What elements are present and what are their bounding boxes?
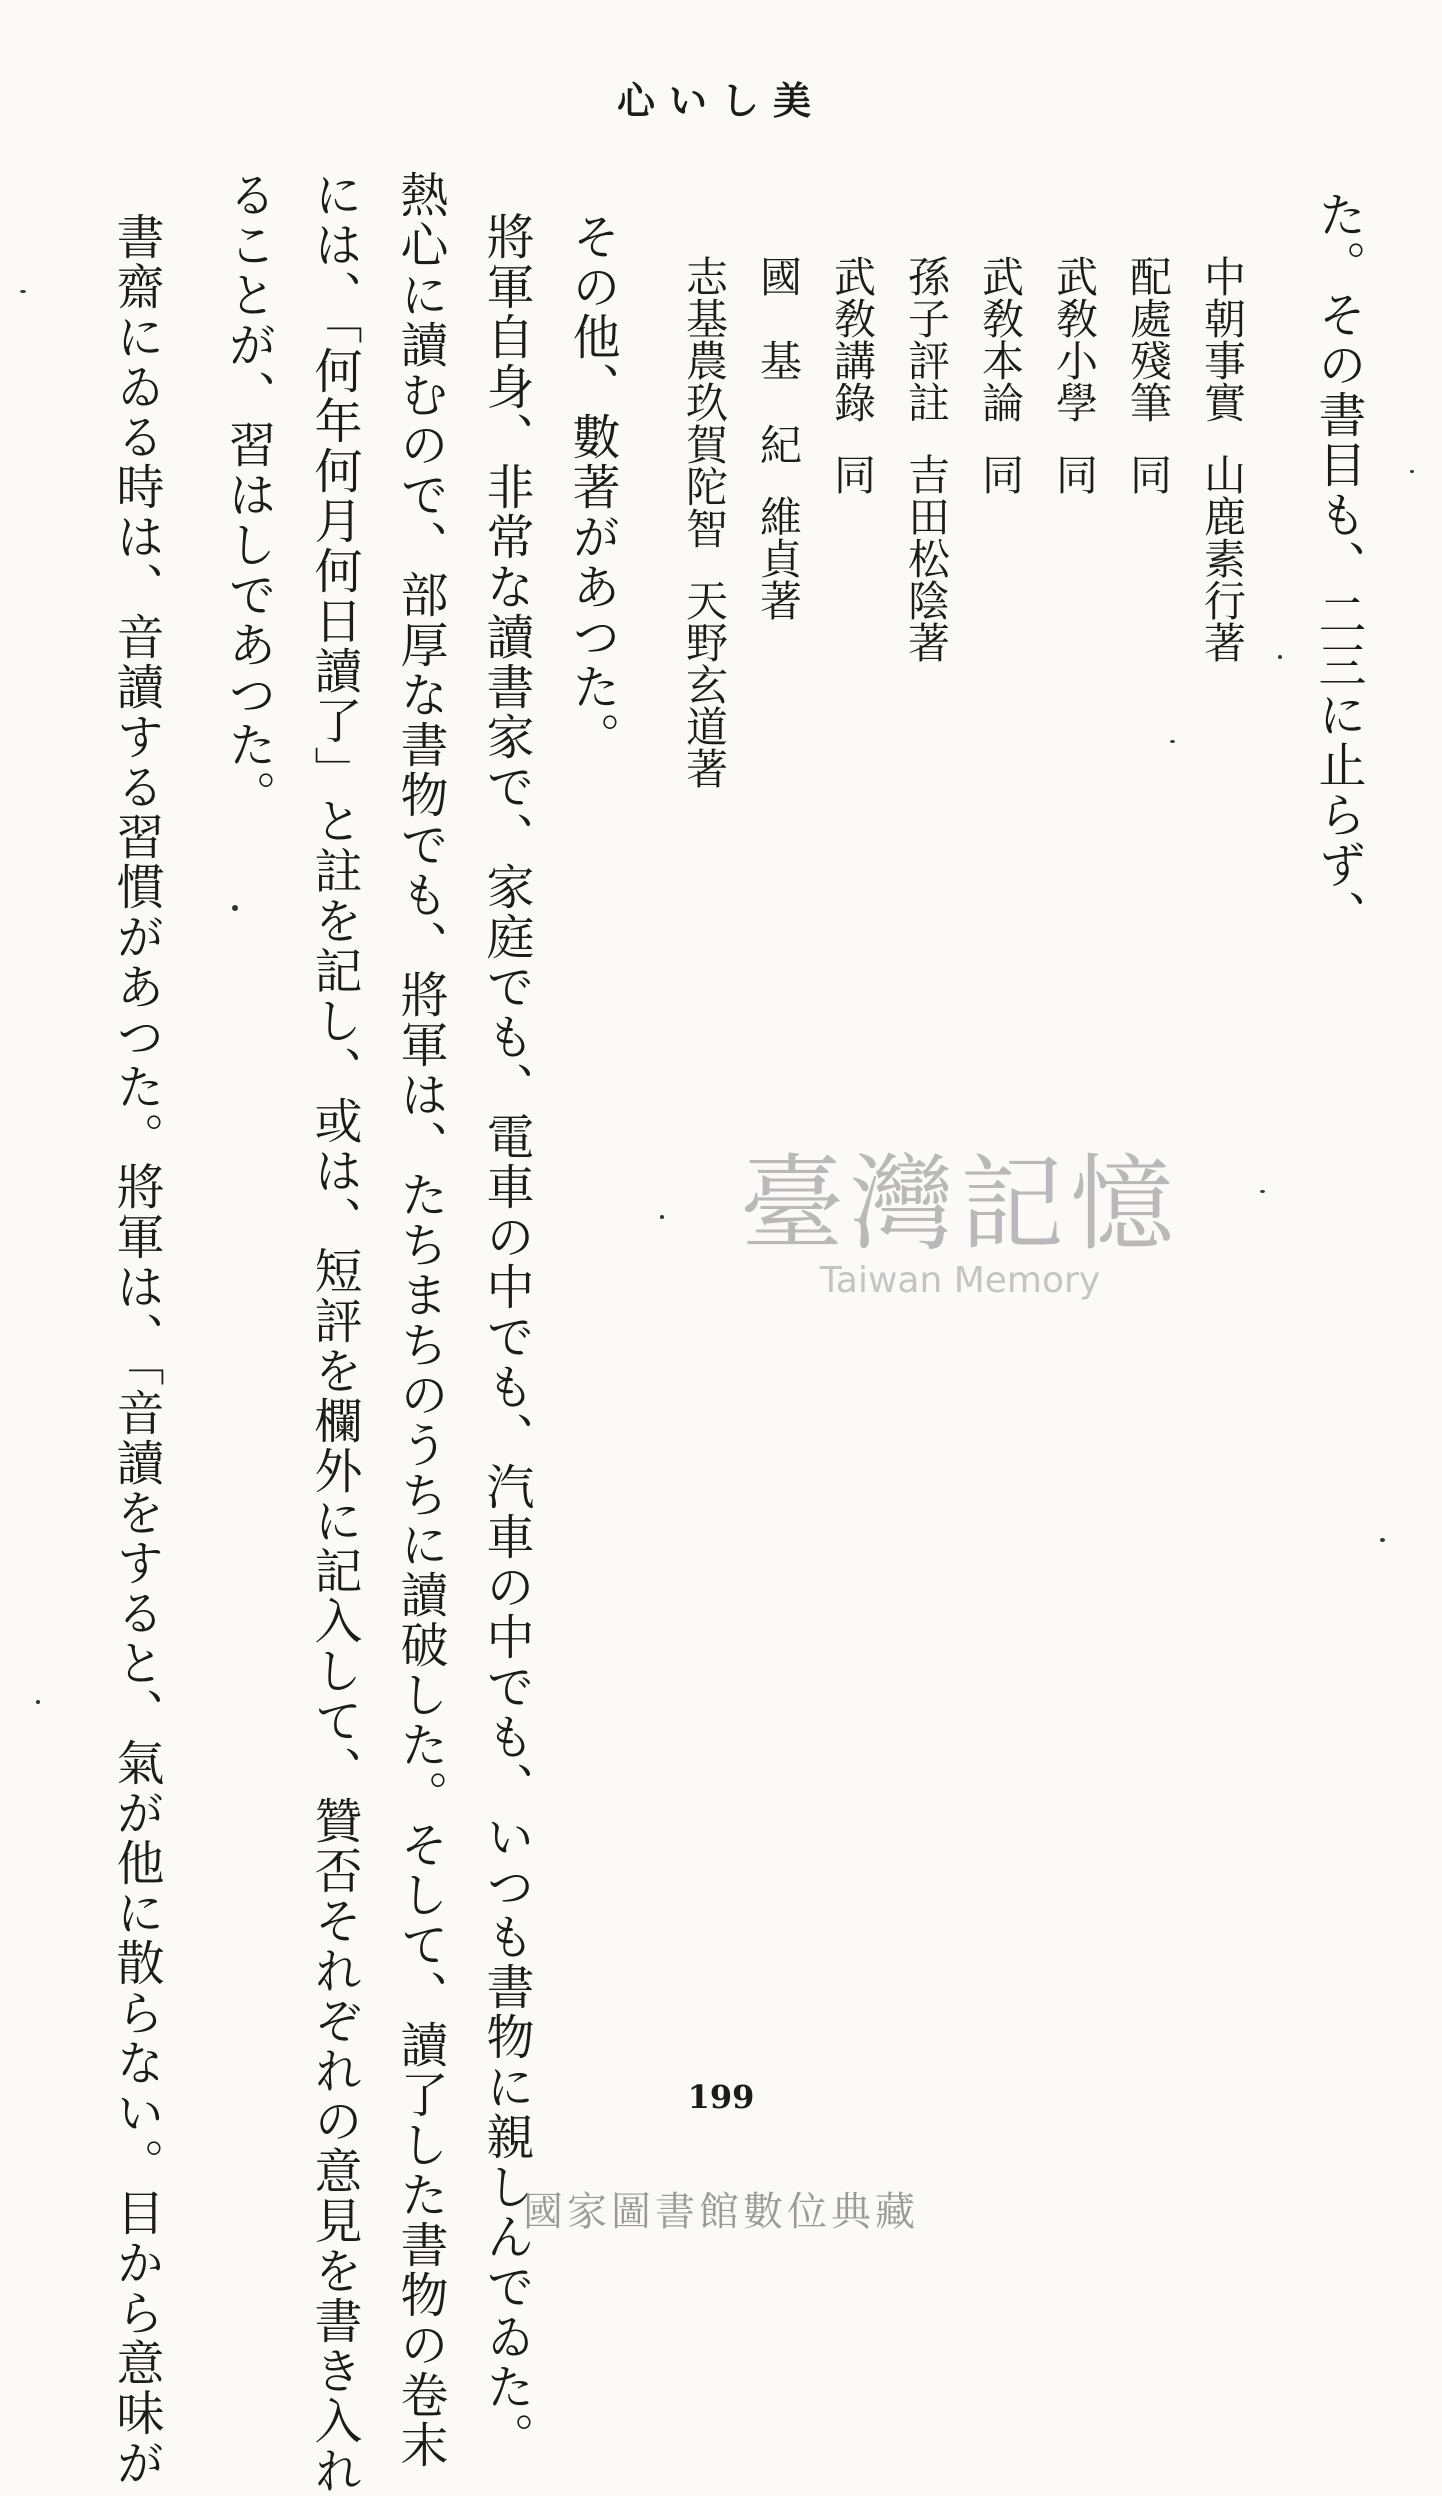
book-author: 同 xyxy=(976,453,1025,495)
book-author: 同 xyxy=(828,453,877,495)
library-mark: 國家圖書館數位典藏 xyxy=(523,2189,919,2235)
book-title: 配處殘筆 xyxy=(1124,255,1173,423)
book-title: 武敎本論 xyxy=(976,255,1025,423)
scan-speck xyxy=(20,290,26,293)
watermark-logo: 臺灣記憶 xyxy=(739,1143,1180,1265)
book-author: 天野玄道著 xyxy=(680,579,729,789)
book-title: 武敎講錄 xyxy=(828,255,877,423)
scan-speck xyxy=(660,1215,664,1219)
scan-speck xyxy=(1410,470,1414,473)
book-author: 同 xyxy=(1050,453,1099,495)
book-entry xyxy=(826,255,878,495)
text-column: 熱心に讀むので、部厚な書物でも、將軍は、たちまちのうちに讀破した。そして、讀了した書物の卷末 xyxy=(392,170,448,2470)
running-title: 美しい心 xyxy=(616,78,825,123)
watermark xyxy=(720,1120,1200,1301)
watermark-subtitle: Taiwan Memory xyxy=(819,1260,1101,1301)
book-title: 孫子評註 xyxy=(902,255,951,423)
book-author: 山鹿素行著 xyxy=(1198,453,1247,663)
book-title: 武敎小學 xyxy=(1050,255,1099,423)
book-entry xyxy=(752,255,804,621)
book-author: 同 xyxy=(1124,453,1173,495)
book-entry xyxy=(1048,255,1100,495)
text-column: 書齋にゐる時は、音讀する習慣があつた。將軍は、「音讀をすると、氣が他に散らない。目から意味が xyxy=(108,212,164,2488)
book-author: 吉田松陰著 xyxy=(902,453,951,663)
text-column: 將軍自身、非常な讀書家で、家庭でも、電車の中でも、汽車の中でも、いつも書物に親しんでゐた。 xyxy=(478,212,534,2462)
scan-speck xyxy=(1380,1538,1385,1542)
book-entry xyxy=(1196,255,1248,663)
scan-speck xyxy=(1278,655,1282,659)
text-column: ることが、習はしであつた。 xyxy=(220,170,276,820)
book-entry xyxy=(678,255,730,789)
book-entry xyxy=(974,255,1026,495)
scan-speck xyxy=(36,1700,40,1704)
book-title: 中朝事實 xyxy=(1198,255,1247,423)
scan-speck xyxy=(232,905,238,911)
scan-speck xyxy=(1170,740,1175,743)
page-number: 199 xyxy=(687,2078,755,2116)
text-column: た。その書目も、二三に止らず、 xyxy=(1310,190,1366,940)
book-entry xyxy=(1122,255,1174,495)
text-column: には、「何年何月何日讀了」と註を記し、或は、短評を欄外に記入して、贊否それぞれの意見を書き入れ xyxy=(306,170,362,2496)
book-author: 維貞著 xyxy=(754,495,803,621)
book-title: 志基農玖賀陀智 xyxy=(680,255,729,549)
text-column: その他、數著があつた。 xyxy=(564,212,620,762)
book-title: 國 基 紀 xyxy=(754,255,803,465)
book-entry xyxy=(900,255,952,663)
scan-speck xyxy=(1260,1190,1265,1193)
